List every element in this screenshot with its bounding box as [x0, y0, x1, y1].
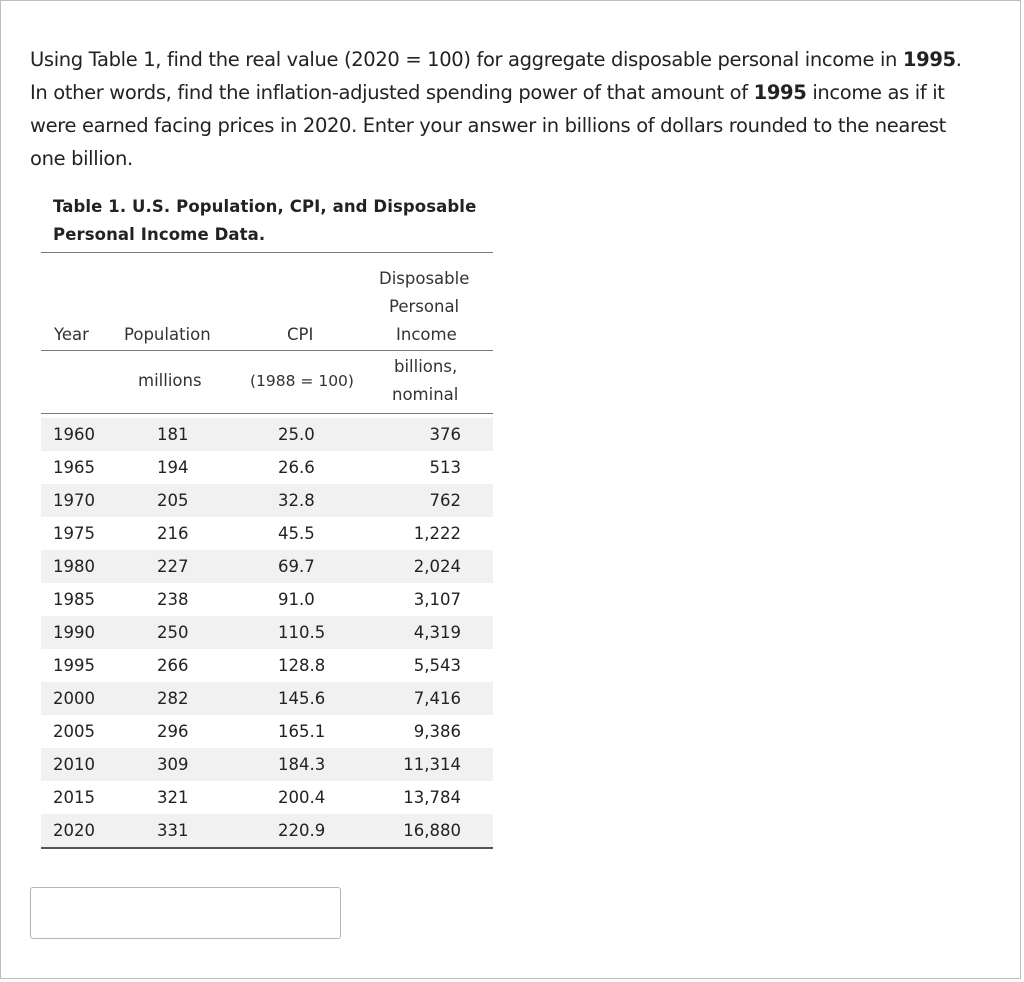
- header-income-line1: Disposable: [379, 269, 470, 288]
- question-part-2: . In other words, find the inflation-adjusted spending power of that amount of: [30, 48, 962, 104]
- cell-population: 194: [157, 458, 189, 477]
- cell-year: 2000: [53, 689, 95, 708]
- table-bottom-rule: [41, 847, 493, 849]
- question-year-bold-2: 1995: [753, 81, 807, 104]
- cell-cpi: 128.8: [278, 656, 326, 675]
- table-row: [41, 781, 493, 814]
- cell-income: 762: [429, 491, 461, 510]
- cell-income: 2,024: [413, 557, 461, 576]
- table-row: [41, 682, 493, 715]
- table-row: [41, 748, 493, 781]
- cell-year: 1960: [53, 425, 95, 444]
- question-year-bold-1: 1995: [902, 48, 956, 71]
- cell-population: 296: [157, 722, 189, 741]
- question-text: [30, 43, 980, 175]
- table-header-row: [41, 253, 493, 350]
- cell-year: 2010: [53, 755, 95, 774]
- header-cpi: CPI: [287, 325, 314, 344]
- cell-cpi: 45.5: [278, 524, 315, 543]
- cell-cpi: 69.7: [278, 557, 315, 576]
- units-income-line2: nominal: [392, 385, 459, 404]
- table-row: [41, 814, 493, 847]
- cell-cpi: 91.0: [278, 590, 315, 609]
- cell-population: 181: [157, 425, 189, 444]
- header-year: Year: [54, 325, 89, 344]
- units-income-line1: billions,: [394, 357, 458, 376]
- cell-year: 1980: [53, 557, 95, 576]
- table-row: [41, 616, 493, 649]
- cell-population: 216: [157, 524, 189, 543]
- cell-cpi: 25.0: [278, 425, 315, 444]
- cell-income: 376: [429, 425, 461, 444]
- cell-population: 309: [157, 755, 189, 774]
- cell-income: 11,314: [403, 755, 461, 774]
- cell-income: 4,319: [413, 623, 461, 642]
- cell-year: 1965: [53, 458, 95, 477]
- cell-year: 1995: [53, 656, 95, 675]
- units-population: millions: [138, 371, 202, 390]
- cell-cpi: 165.1: [278, 722, 326, 741]
- cell-year: 1985: [53, 590, 95, 609]
- cell-year: 1990: [53, 623, 95, 642]
- cell-population: 266: [157, 656, 189, 675]
- cell-cpi: 184.3: [278, 755, 326, 774]
- cell-year: 1975: [53, 524, 95, 543]
- table-row: [41, 583, 493, 616]
- cell-population: 205: [157, 491, 189, 510]
- cell-income: 16,880: [403, 821, 461, 840]
- cell-income: 9,386: [413, 722, 461, 741]
- cell-population: 282: [157, 689, 189, 708]
- cell-cpi: 220.9: [278, 821, 326, 840]
- table-row: [41, 484, 493, 517]
- answer-input[interactable]: [30, 887, 341, 939]
- cell-cpi: 110.5: [278, 623, 326, 642]
- table-units-row: [41, 351, 493, 413]
- cell-year: 2020: [53, 821, 95, 840]
- cell-income: 513: [429, 458, 461, 477]
- cell-population: 321: [157, 788, 189, 807]
- cell-income: 13,784: [403, 788, 461, 807]
- cell-year: 1970: [53, 491, 95, 510]
- cell-income: 1,222: [413, 524, 461, 543]
- header-income-line3: Income: [396, 325, 457, 344]
- cell-population: 250: [157, 623, 189, 642]
- cell-income: 7,416: [413, 689, 461, 708]
- cell-population: 331: [157, 821, 189, 840]
- cell-income: 5,543: [413, 656, 461, 675]
- table-row: [41, 418, 493, 451]
- header-income-line2: Personal: [389, 297, 460, 316]
- cell-cpi: 200.4: [278, 788, 326, 807]
- cell-cpi: 32.8: [278, 491, 315, 510]
- cell-year: 2015: [53, 788, 95, 807]
- cell-cpi: 145.6: [278, 689, 326, 708]
- table-body: [41, 418, 493, 847]
- cell-income: 3,107: [413, 590, 461, 609]
- data-table: [41, 252, 493, 849]
- table-row: [41, 550, 493, 583]
- table-row: [41, 715, 493, 748]
- units-cpi: (1988 = 100): [250, 372, 354, 390]
- table-row: [41, 649, 493, 682]
- cell-cpi: 26.6: [278, 458, 315, 477]
- question-part-1: Using Table 1, find the real value (2020 = 100) for aggregate disposable personal income in: [30, 48, 903, 71]
- table-row: [41, 517, 493, 550]
- cell-population: 238: [157, 590, 189, 609]
- cell-year: 2005: [53, 722, 95, 741]
- cell-population: 227: [157, 557, 189, 576]
- table-title: Table 1. U.S. Population, CPI, and Disposable Personal Income Data.: [53, 197, 477, 244]
- question-part-3: income as if it were earned facing prices in 2020. Enter your answer in billions of dollars rounded to the nearest one billion.: [30, 81, 946, 170]
- table-row: [41, 451, 493, 484]
- header-population: Population: [124, 325, 211, 344]
